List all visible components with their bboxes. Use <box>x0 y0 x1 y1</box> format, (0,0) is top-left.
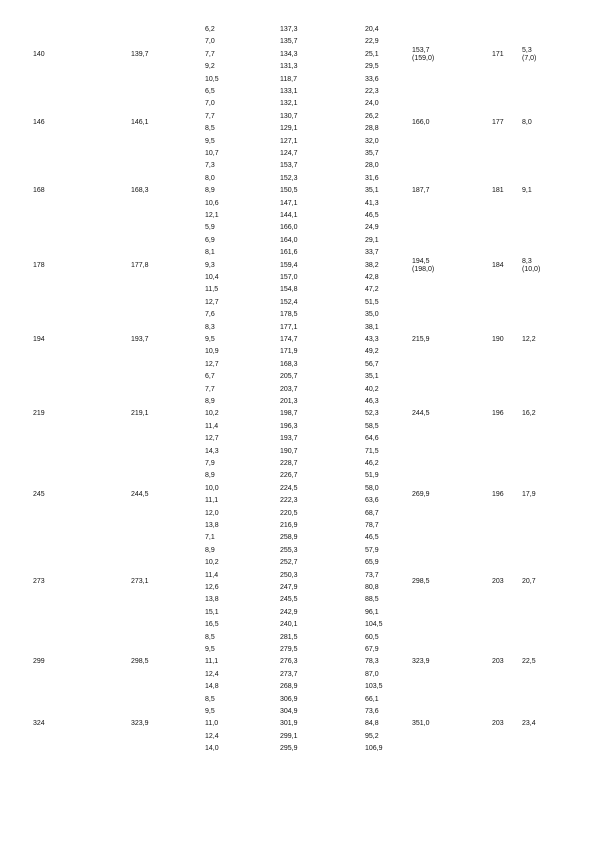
row-value-1: 8,0 <box>205 174 215 182</box>
row-value-3: 26,2 <box>365 112 379 120</box>
row-value-1: 10,2 <box>205 410 219 418</box>
group-label-a: 324 <box>33 720 45 728</box>
row-value-3: 68,7 <box>365 509 379 517</box>
row-value-3: 29,5 <box>365 63 379 71</box>
row-value-3: 35,1 <box>365 373 379 381</box>
row-value-1: 12,1 <box>205 212 219 219</box>
row-value-2: 247,9 <box>280 584 298 591</box>
row-value-1: 8,1 <box>205 249 215 257</box>
row-value-1: 10,5 <box>205 75 219 83</box>
row-value-2: 171,9 <box>280 348 298 356</box>
group-value-c: 323,9 <box>412 658 430 666</box>
row-value-1: 10,0 <box>205 484 219 492</box>
row-value-2: 127,1 <box>280 137 298 145</box>
row-value-3: 104,5 <box>365 621 383 629</box>
row-value-1: 10,9 <box>205 348 219 356</box>
row-value-2: 273,7 <box>280 670 298 678</box>
row-value-3: 41,3 <box>365 199 379 207</box>
row-value-2: 276,3 <box>280 658 298 666</box>
group-label-b: 146,1 <box>131 119 149 126</box>
group-value-e: 8,0 <box>522 119 532 126</box>
row-value-2: 159,4 <box>280 261 298 269</box>
group-value-d: 196 <box>492 491 504 498</box>
row-value-2: 203,7 <box>280 385 298 393</box>
row-value-2: 222,3 <box>280 497 298 505</box>
row-value-2: 190,7 <box>280 447 298 455</box>
row-value-2: 226,7 <box>280 472 298 480</box>
row-value-2: 152,4 <box>280 298 298 306</box>
group-value-c: 153,7 (159,0) <box>412 46 435 62</box>
row-value-1: 6,7 <box>205 373 215 381</box>
group-value-c: 351,0 <box>412 720 430 728</box>
group-value-c: 166,0 <box>412 119 430 126</box>
row-value-1: 9,5 <box>205 646 215 653</box>
group-value-e: 16,2 <box>522 410 536 418</box>
row-value-2: 304,9 <box>280 708 298 715</box>
row-value-1: 7,7 <box>205 50 215 58</box>
row-value-2: 147,1 <box>280 199 298 207</box>
row-value-3: 67,9 <box>365 646 379 653</box>
row-value-1: 13,8 <box>205 596 219 604</box>
group-value-e: 17,9 <box>522 491 536 498</box>
row-value-1: 7,1 <box>205 534 215 542</box>
row-value-1: 11,1 <box>205 497 219 505</box>
row-value-3: 106,9 <box>365 745 383 753</box>
row-value-1: 11,5 <box>205 286 219 294</box>
row-value-1: 7,9 <box>205 460 215 467</box>
row-value-3: 35,7 <box>365 150 379 157</box>
row-value-3: 95,2 <box>365 732 379 740</box>
group-label-a: 168 <box>33 187 45 195</box>
group-value-c: 215,9 <box>412 336 430 343</box>
row-value-2: 132,1 <box>280 100 298 108</box>
row-value-1: 14,3 <box>205 447 219 455</box>
row-value-3: 20,4 <box>365 26 379 33</box>
row-value-1: 12,6 <box>205 584 219 591</box>
row-value-1: 9,5 <box>205 708 215 715</box>
row-value-3: 71,5 <box>365 447 379 455</box>
row-value-3: 25,1 <box>365 50 379 58</box>
row-value-2: 174,7 <box>280 336 298 343</box>
group-value-d: 184 <box>492 261 504 269</box>
row-value-3: 46,5 <box>365 212 379 219</box>
group-label-b: 193,7 <box>131 336 149 343</box>
row-value-2: 295,9 <box>280 745 298 753</box>
row-value-3: 24,9 <box>365 224 379 232</box>
group-value-d: 203 <box>492 577 504 585</box>
row-value-1: 10,7 <box>205 150 219 157</box>
row-value-1: 11,0 <box>205 720 219 728</box>
row-value-3: 78,3 <box>365 658 379 666</box>
row-value-2: 133,1 <box>280 88 298 95</box>
row-value-3: 51,9 <box>365 472 379 480</box>
group-value-c: 187,7 <box>412 187 430 195</box>
row-value-2: 252,7 <box>280 559 298 567</box>
group-label-a: 140 <box>33 50 45 58</box>
row-value-1: 10,2 <box>205 559 219 567</box>
row-value-3: 38,1 <box>365 323 379 331</box>
row-value-1: 7,3 <box>205 162 215 170</box>
row-value-2: 301,9 <box>280 720 298 728</box>
row-value-2: 134,3 <box>280 50 298 58</box>
row-value-2: 216,9 <box>280 522 298 529</box>
row-value-3: 29,1 <box>365 236 379 244</box>
row-value-2: 144,1 <box>280 212 298 219</box>
group-value-e: 23,4 <box>522 720 536 728</box>
row-value-2: 279,5 <box>280 646 298 653</box>
row-value-1: 8,3 <box>205 323 215 331</box>
row-value-2: 201,3 <box>280 398 298 405</box>
row-value-2: 193,7 <box>280 435 298 443</box>
row-value-3: 40,2 <box>365 385 379 393</box>
group-value-d: 196 <box>492 410 504 418</box>
row-value-2: 152,3 <box>280 174 298 182</box>
row-value-2: 129,1 <box>280 125 298 133</box>
group-label-b: 273,1 <box>131 577 149 585</box>
row-value-3: 88,5 <box>365 596 379 604</box>
row-value-3: 66,1 <box>365 695 379 703</box>
row-value-2: 224,5 <box>280 484 298 492</box>
row-value-2: 161,6 <box>280 249 298 257</box>
row-value-3: 84,8 <box>365 720 379 728</box>
group-label-b: 219,1 <box>131 410 149 418</box>
row-value-2: 299,1 <box>280 732 298 740</box>
group-value-c: 244,5 <box>412 410 430 418</box>
row-value-1: 11,1 <box>205 658 219 666</box>
row-value-2: 157,0 <box>280 274 298 281</box>
row-value-2: 164,0 <box>280 236 298 244</box>
group-value-e: 9,1 <box>522 187 532 195</box>
group-value-d: 177 <box>492 119 504 126</box>
row-value-1: 8,9 <box>205 472 215 480</box>
group-label-a: 219 <box>33 410 45 418</box>
row-value-3: 73,6 <box>365 708 379 715</box>
row-value-1: 10,4 <box>205 274 219 281</box>
group-label-b: 177,8 <box>131 261 149 269</box>
group-label-b: 323,9 <box>131 720 149 728</box>
row-value-2: 153,7 <box>280 162 298 170</box>
row-value-1: 6,2 <box>205 26 215 33</box>
row-value-3: 87,0 <box>365 670 379 678</box>
row-value-1: 5,9 <box>205 224 215 232</box>
row-value-1: 13,8 <box>205 522 219 529</box>
row-value-1: 14,0 <box>205 745 219 753</box>
group-value-d: 181 <box>492 187 504 195</box>
row-value-3: 22,9 <box>365 38 379 46</box>
row-value-2: 255,3 <box>280 546 298 554</box>
row-value-3: 31,6 <box>365 174 379 182</box>
row-value-1: 8,9 <box>205 398 215 405</box>
row-value-3: 65,9 <box>365 559 379 567</box>
row-value-3: 42,8 <box>365 274 379 281</box>
group-label-b: 139,7 <box>131 50 149 58</box>
row-value-2: 281,5 <box>280 633 298 641</box>
row-value-3: 64,6 <box>365 435 379 443</box>
group-label-b: 168,3 <box>131 187 149 195</box>
row-value-1: 8,9 <box>205 546 215 554</box>
row-value-3: 58,5 <box>365 422 379 430</box>
row-value-1: 8,5 <box>205 633 215 641</box>
row-value-3: 33,7 <box>365 249 379 257</box>
row-value-1: 8,5 <box>205 125 215 133</box>
row-value-2: 166,0 <box>280 224 298 232</box>
row-value-3: 43,3 <box>365 336 379 343</box>
group-label-a: 194 <box>33 336 45 343</box>
group-value-c: 298,5 <box>412 577 430 585</box>
row-value-1: 6,9 <box>205 236 215 244</box>
group-label-b: 244,5 <box>131 491 149 498</box>
row-value-3: 51,5 <box>365 298 379 306</box>
row-value-3: 56,7 <box>365 360 379 368</box>
row-value-1: 6,5 <box>205 88 215 95</box>
row-value-1: 7,7 <box>205 112 215 120</box>
row-value-3: 47,2 <box>365 286 379 294</box>
row-value-3: 60,5 <box>365 633 379 641</box>
row-value-1: 7,0 <box>205 100 215 108</box>
row-value-2: 306,9 <box>280 695 298 703</box>
row-value-3: 46,5 <box>365 534 379 542</box>
row-value-2: 242,9 <box>280 608 298 616</box>
row-value-1: 16,5 <box>205 621 219 629</box>
group-label-a: 146 <box>33 119 45 126</box>
row-value-1: 12,7 <box>205 298 219 306</box>
row-value-3: 78,7 <box>365 522 379 529</box>
row-value-2: 177,1 <box>280 323 298 331</box>
row-value-1: 12,7 <box>205 435 219 443</box>
row-value-1: 7,7 <box>205 385 215 393</box>
row-value-1: 12,4 <box>205 732 219 740</box>
row-value-2: 220,5 <box>280 509 298 517</box>
row-value-1: 11,4 <box>205 571 219 579</box>
row-value-2: 258,9 <box>280 534 298 542</box>
row-value-1: 14,8 <box>205 683 219 691</box>
row-value-3: 80,8 <box>365 584 379 591</box>
row-value-1: 15,1 <box>205 608 219 616</box>
row-value-2: 268,9 <box>280 683 298 691</box>
row-value-2: 205,7 <box>280 373 298 381</box>
group-label-a: 299 <box>33 658 45 666</box>
row-value-3: 52,3 <box>365 410 379 418</box>
group-value-e: 8,3 (10,0) <box>522 257 541 273</box>
row-value-1: 9,2 <box>205 63 215 71</box>
row-value-2: 168,3 <box>280 360 298 368</box>
group-label-a: 273 <box>33 577 45 585</box>
row-value-3: 38,2 <box>365 261 379 269</box>
group-value-e: 5,3 (7,0) <box>522 46 537 62</box>
row-value-1: 12,7 <box>205 360 219 368</box>
row-value-3: 46,2 <box>365 460 379 467</box>
row-value-1: 7,0 <box>205 38 215 46</box>
group-value-d: 203 <box>492 720 504 728</box>
group-value-d: 203 <box>492 658 504 666</box>
row-value-3: 28,8 <box>365 125 379 133</box>
row-value-2: 118,7 <box>280 75 297 83</box>
row-value-3: 96,1 <box>365 608 379 616</box>
row-value-3: 63,6 <box>365 497 379 505</box>
row-value-3: 73,7 <box>365 571 379 579</box>
row-value-1: 8,9 <box>205 187 215 195</box>
row-value-2: 228,7 <box>280 460 298 467</box>
row-value-2: 198,7 <box>280 410 298 418</box>
row-value-1: 12,0 <box>205 509 219 517</box>
row-value-3: 24,0 <box>365 100 379 108</box>
row-value-3: 28,0 <box>365 162 379 170</box>
row-value-1: 11,4 <box>205 422 219 430</box>
row-value-3: 33,6 <box>365 75 379 83</box>
group-value-e: 20,7 <box>522 577 536 585</box>
row-value-3: 58,0 <box>365 484 379 492</box>
row-value-2: 150,5 <box>280 187 298 195</box>
row-value-3: 35,1 <box>365 187 379 195</box>
row-value-2: 250,3 <box>280 571 298 579</box>
group-value-e: 12,2 <box>522 336 536 343</box>
row-value-2: 245,5 <box>280 596 298 604</box>
group-label-a: 178 <box>33 261 45 269</box>
row-value-2: 131,3 <box>280 63 298 71</box>
group-value-e: 22,5 <box>522 658 536 666</box>
row-value-1: 7,6 <box>205 311 215 319</box>
row-value-3: 32,0 <box>365 137 379 145</box>
group-label-b: 298,5 <box>131 658 149 666</box>
row-value-3: 49,2 <box>365 348 379 356</box>
group-value-c: 269,9 <box>412 491 430 498</box>
row-value-2: 130,7 <box>280 112 298 120</box>
row-value-1: 12,4 <box>205 670 219 678</box>
row-value-2: 154,8 <box>280 286 298 294</box>
row-value-2: 137,3 <box>280 26 298 33</box>
row-value-2: 178,5 <box>280 311 298 319</box>
row-value-3: 57,9 <box>365 546 379 554</box>
group-value-c: 194,5 (198,0) <box>412 257 435 273</box>
row-value-2: 240,1 <box>280 621 298 629</box>
row-value-3: 22,3 <box>365 88 379 95</box>
row-value-3: 103,5 <box>365 683 383 691</box>
group-label-a: 245 <box>33 491 45 498</box>
row-value-3: 35,0 <box>365 311 379 319</box>
row-value-3: 46,3 <box>365 398 379 405</box>
row-value-2: 196,3 <box>280 422 298 430</box>
row-value-1: 9,5 <box>205 137 215 145</box>
row-value-1: 9,3 <box>205 261 215 269</box>
group-value-d: 190 <box>492 336 504 343</box>
group-value-d: 171 <box>492 50 504 58</box>
row-value-1: 10,6 <box>205 199 219 207</box>
row-value-1: 9,5 <box>205 336 215 343</box>
row-value-1: 8,5 <box>205 695 215 703</box>
row-value-2: 135,7 <box>280 38 298 46</box>
row-value-2: 124,7 <box>280 150 298 157</box>
